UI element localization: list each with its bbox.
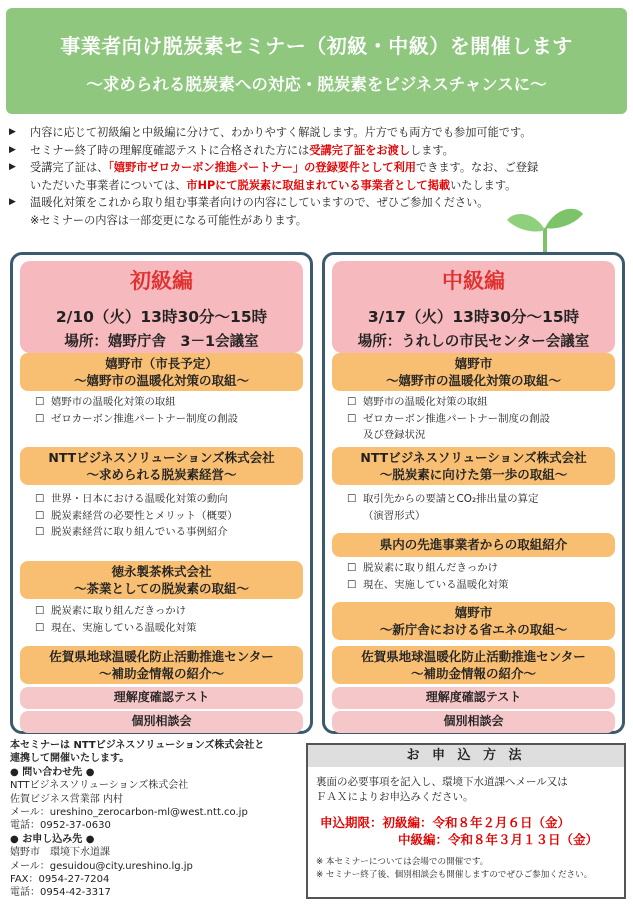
list-item: ☐ 脱炭素経営に取り組んでいる事例紹介 xyxy=(35,524,305,541)
contact-email: メール：ureshino_zerocarbon-ml@west.ntt.co.jp xyxy=(10,807,248,819)
session-items xyxy=(347,560,617,593)
contact-phone: 電話：0952-37-0630 xyxy=(10,820,111,832)
page-subtitle: ～求められる脱炭素への対応・脱炭素をビジネスチャンスに～ xyxy=(86,75,547,94)
list-item: ☐ ゼロカーボン推進パートナー制度の創設 及び登録状況 xyxy=(347,411,617,444)
seminar-place: 場所：うれしの市民センター会議室 xyxy=(357,334,590,350)
session-header: NTTビジネスソリューションズ株式会社 ～脱炭素に向けた第一歩の取組～ xyxy=(332,447,615,485)
checkbox-icon: ☐ xyxy=(347,578,357,591)
list-item: ☐ 脱炭素経営の必要性とメリット（概要） xyxy=(35,508,305,525)
triangle-bullet-icon: ▶ xyxy=(9,144,16,155)
session-items xyxy=(347,491,617,524)
session-items xyxy=(35,603,305,636)
checkbox-icon: ☐ xyxy=(347,493,357,505)
list-item: ☐ 嬉野市の温暖化対策の取組 xyxy=(35,394,305,411)
checkbox-icon: ☐ xyxy=(35,509,45,522)
triangle-bullet-icon: ▶ xyxy=(9,127,16,137)
consult-label: 個別相談会 xyxy=(20,711,303,733)
checkbox-icon: ☐ xyxy=(347,562,357,574)
list-item: ☐ 嬉野市の温暖化対策の取組 xyxy=(347,394,617,411)
list-item: ☐ 取引先からの要請とCO₂排出量の算定 （演習形式） xyxy=(347,491,617,524)
intro-line: ▶ 内容に応じて初級編と中級編に分けて、わかりやすく解説します。片方でも両方でも参加可能です。 xyxy=(6,124,622,142)
page-title: 事業者向け脱炭素セミナー（初級・中級）を開催します xyxy=(60,34,573,58)
apply-phone: 電話：0954-42-3317 xyxy=(10,887,111,899)
intro-line: ▶ セミナー終了時の理解度確認テストに合格された方には受講完了証をお渡しします。 xyxy=(6,142,622,160)
deadline-beginner: 申込期限：初級編：令和８年２月６日（金） xyxy=(320,815,571,830)
test-label: 理解度確認テスト xyxy=(332,687,615,709)
seminar-place: 場所：嬉野庁舎 3－1会議室 xyxy=(64,334,259,350)
intermediate-panel xyxy=(322,252,625,734)
session-header: 県内の先進事業者からの取組紹介 xyxy=(332,533,615,557)
beginner-header xyxy=(20,261,303,353)
apply-heading: ● お申し込み先 ● xyxy=(10,833,95,845)
session-header: NTTビジネスソリューションズ株式会社 ～求められる脱炭素経営～ xyxy=(20,447,303,485)
apply-email: メール：gesuidou@city.ureshino.lg.jp xyxy=(10,860,193,872)
session-items xyxy=(347,394,617,444)
list-item: ☐ ゼロカーボン推進パートナー制度の創設 xyxy=(35,411,305,428)
seminar-date: 3/17（火）13時30分～15時 xyxy=(367,308,580,326)
session-header: 嬉野市 ～新庁舎における省エネの取組～ xyxy=(332,602,615,640)
triangle-bullet-icon: ▶ xyxy=(9,162,16,172)
application-box: お 申 込 方 法 裏面の必要事項を記入し、環境下水道課へメール又は ＦＡＸによりお申込みください。 申込期限：初級編：令和８年２月６日（金） 中級編：令和８年３月１３日（金） ※ 本セミナーについては会場での開催です。 ※ セミナー終了後、個別相談会も開催しますのでぜひご参加ください。 xyxy=(306,743,626,899)
checkbox-icon: ☐ xyxy=(347,396,357,408)
session-header: 徳永製茶株式会社 ～茶業としての脱炭素の取組～ xyxy=(20,561,303,599)
intro-line: ▶ 受講完了証は、「嬉野市ゼロカーボン推進パートナー」の登録要件として利用できます。なお、ご登録 いただいた事業者については、市HPにて脱炭素に取組まれている事業者として掲載いたします。 xyxy=(6,159,622,194)
checkbox-icon: ☐ xyxy=(35,526,45,538)
session-items xyxy=(35,394,305,427)
sprout-icon xyxy=(505,200,585,260)
checkbox-icon: ☐ xyxy=(35,396,45,408)
application-title: お 申 込 方 法 xyxy=(308,745,624,767)
session-header: 佐賀県地球温暖化防止活動推進センター ～補助金情報の紹介～ xyxy=(332,646,615,684)
intro-line: ▶ 温暖化対策をこれから取り組む事業者向けの内容にしていますので、ぜひご参加ください。 xyxy=(6,194,622,212)
test-label: 理解度確認テスト xyxy=(20,687,303,709)
beginner-panel xyxy=(10,252,313,734)
list-item: ☐ 脱炭素に取り組んだきっかけ xyxy=(35,603,305,620)
contact-info: 本セミナーは NTTビジネスソリューションズ株式会社と 連携して開催いたします。 ● 問い合わせ先 ● NTTビジネスソリューションズ株式会社 佐賀ビジネス営業部 内村 メール：ureshino_zerocarbon-ml@west.ntt.co.jp 電話：0952-37-0630 ● お申し込み先 ● 嬉野市 環境下水道課 メール：gesuidou@city.ureshino.lg.jp FAX：0954-27-7204 電話：0954-42-3317 xyxy=(10,739,310,900)
list-item: ☐ 現在、実施している温暖化対策 xyxy=(347,577,617,594)
intermediate-header xyxy=(332,261,615,353)
list-item: ☐ 脱炭素に取り組んだきっかけ xyxy=(347,560,617,577)
header-banner xyxy=(6,8,627,114)
intro-note: ※セミナーの内容は一部変更になる可能性があります。 xyxy=(30,213,307,227)
contact-heading: ● 問い合わせ先 ● xyxy=(10,766,95,778)
checkbox-icon: ☐ xyxy=(35,412,45,425)
session-header: 佐賀県地球温暖化防止活動推進センター ～補助金情報の紹介～ xyxy=(20,646,303,684)
level-name: 中級編 xyxy=(442,269,505,293)
checkbox-icon: ☐ xyxy=(35,605,45,617)
session-header: 嬉野市（市長予定） ～嬉野市の温暖化対策の取組～ xyxy=(20,353,303,391)
list-item: ☐ 現在、実施している温暖化対策 xyxy=(35,620,305,637)
session-items xyxy=(35,491,305,541)
session-header: 嬉野市 ～嬉野市の温暖化対策の取組～ xyxy=(332,353,615,391)
checkbox-icon: ☐ xyxy=(35,493,45,505)
checkbox-icon: ☐ xyxy=(347,412,357,425)
deadline-intermediate: 中級編：令和８年３月１３日（金） xyxy=(398,832,599,847)
checkbox-icon: ☐ xyxy=(35,621,45,634)
level-name: 初級編 xyxy=(130,269,193,293)
list-item: ☐ 世界・日本における温暖化対策の動向 xyxy=(35,491,305,508)
apply-fax: FAX：0954-27-7204 xyxy=(10,874,110,886)
triangle-bullet-icon: ▶ xyxy=(9,197,16,207)
seminar-date: 2/10（火）13時30分～15時 xyxy=(55,308,268,326)
consult-label: 個別相談会 xyxy=(332,711,615,733)
